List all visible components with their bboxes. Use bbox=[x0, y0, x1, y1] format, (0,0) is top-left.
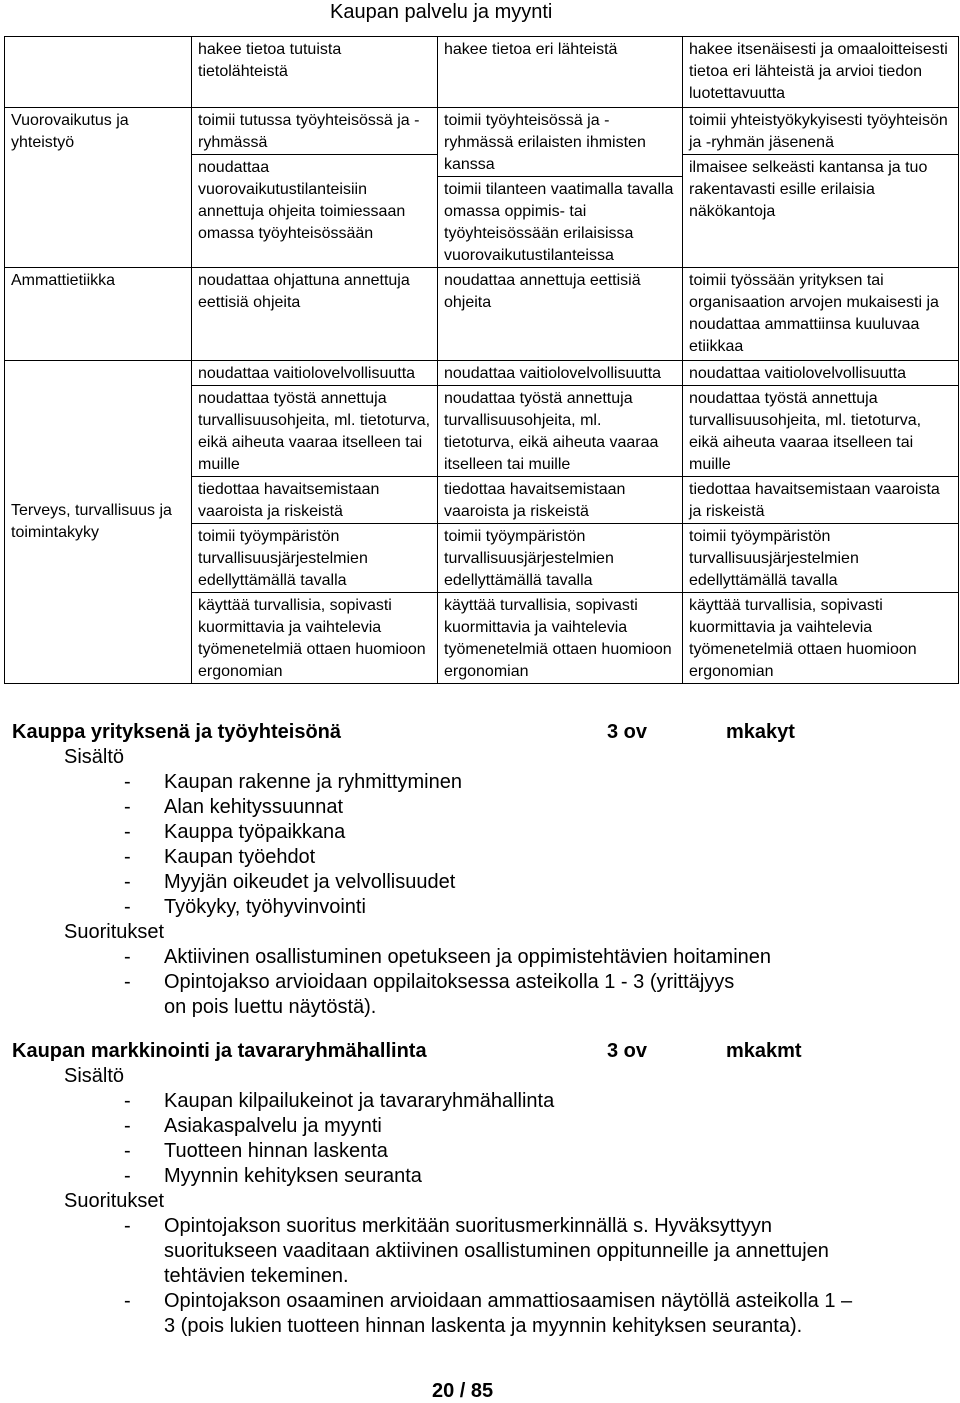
criteria-item: toimii työyhteisössä ja -ryhmässä erilaisten ihmisten kanssa bbox=[444, 112, 646, 173]
criteria-cell: hakee tietoa tutuista tietolähteistä bbox=[192, 37, 438, 108]
category-cell bbox=[5, 37, 192, 108]
list-item: - Opintojakson osaaminen arvioidaan ammattiosaamisen näytöllä asteikolla 1 – 3 (pois lukien tuotteen hinnan laskenta ja myynnin kehityksen seuranta). bbox=[124, 1289, 859, 1339]
criteria-item: toimii tilanteen vaatimalla tavalla omassa oppimis- tai työyhteisössään erilaisissa vuorovaikutustilanteissa bbox=[438, 176, 682, 267]
criteria-item: noudattaa työstä annettuja turvallisuusohjeita, ml. tietoturva, eikä aiheuta vaaraa itselleen tai muille bbox=[192, 385, 437, 476]
criteria-cell: toimii työssään yrityksen tai organisaation arvojen mukaisesti ja noudattaa ammattiinsa kuuluvaa etiikkaa bbox=[683, 268, 959, 361]
criteria-cell bbox=[192, 108, 438, 268]
criteria-cell: noudattaa annettuja eettisiä ohjeita bbox=[438, 268, 683, 361]
course-code: mkakyt bbox=[726, 721, 795, 743]
criteria-item: ilmaisee selkeästi kantansa ja tuo rakentavasti esille erilaisia näkökantoja bbox=[683, 154, 958, 223]
category-cell: Ammattietiikka bbox=[5, 268, 192, 361]
criteria-cell: hakee tietoa eri lähteistä bbox=[438, 37, 683, 108]
table-row bbox=[5, 268, 959, 361]
list-item: - Kaupan työehdot bbox=[124, 845, 912, 870]
course-section bbox=[12, 1039, 912, 1339]
criteria-item: käyttää turvallisia, sopivasti kuormittavia ja vaihtelevia työmenetelmiä ottaen huomioon ergonomian bbox=[192, 592, 437, 683]
content-label: Sisältö bbox=[64, 746, 125, 768]
list-item: - Kauppa työpaikkana bbox=[124, 820, 912, 845]
course-title-row bbox=[12, 1039, 912, 1064]
content-list bbox=[12, 770, 912, 920]
content-label: Sisältö bbox=[64, 1065, 125, 1087]
category-cell: Vuorovaikutus ja yhteistyö bbox=[5, 108, 192, 268]
criteria-item: toimii tutussa työyhteisössä ja -ryhmässä bbox=[198, 112, 420, 151]
list-item: - Tuotteen hinnan laskenta bbox=[124, 1139, 912, 1164]
list-item: - Opintojakso arvioidaan oppilaitoksessa asteikolla 1 - 3 (yrittäjyys on pois luettu näytöstä). bbox=[124, 970, 744, 1020]
completion-label: Suoritukset bbox=[64, 921, 165, 943]
criteria-cell bbox=[438, 361, 683, 684]
criteria-item: noudattaa vuorovaikutustilanteisiin annettuja ohjeita toimiessaan omassa työyhteisössään bbox=[192, 154, 437, 245]
page-header: Kaupan palvelu ja myynti bbox=[330, 1, 553, 23]
criteria-cell bbox=[683, 361, 959, 684]
page-number: 20 / 85 bbox=[432, 1380, 494, 1402]
list-item: - Asiakaspalvelu ja myynti bbox=[124, 1114, 912, 1139]
criteria-cell: hakee itsenäisesti ja omaaloitteisesti tietoa eri lähteistä ja arvioi tiedon luotettavuutta bbox=[683, 37, 959, 108]
course-credits: 3 ov bbox=[607, 721, 648, 743]
completion-label: Suoritukset bbox=[64, 1190, 165, 1212]
course-credits: 3 ov bbox=[607, 1040, 648, 1062]
course-section bbox=[12, 720, 912, 1020]
list-item: - Myynnin kehityksen seuranta bbox=[124, 1164, 912, 1189]
course-title: Kauppa yrityksenä ja työyhteisönä bbox=[12, 721, 342, 743]
course-title: Kaupan markkinointi ja tavararyhmähallinta bbox=[12, 1040, 427, 1062]
completion-list bbox=[12, 1214, 859, 1339]
content-list bbox=[12, 1089, 912, 1189]
criteria-cell bbox=[192, 361, 438, 684]
category-cell: Terveys, turvallisuus ja toimintakyky bbox=[5, 361, 192, 684]
assessment-table bbox=[4, 36, 959, 684]
completion-list bbox=[12, 945, 772, 1020]
list-item: - Aktiivinen osallistuminen opetukseen ja oppimistehtävien hoitaminen bbox=[124, 945, 884, 970]
criteria-item: noudattaa vaitiolovelvollisuutta bbox=[689, 365, 907, 382]
list-item: - Opintojakson suoritus merkitään suoritusmerkinnällä s. Hyväksyttyyn suoritukseen vaaditaan aktiivinen osallistuminen oppitunneille ja annettujen tehtävien tekeminen. bbox=[124, 1214, 859, 1289]
list-item: - Kaupan rakenne ja ryhmittyminen bbox=[124, 770, 912, 795]
criteria-item: käyttää turvallisia, sopivasti kuormittavia ja vaihtelevia työmenetelmiä ottaen huomioon ergonomian bbox=[438, 592, 682, 683]
criteria-item: noudattaa työstä annettuja turvallisuusohjeita, ml. tietoturva, eikä aiheuta vaaraa itselleen tai muille bbox=[438, 385, 682, 476]
criteria-item: noudattaa vaitiolovelvollisuutta bbox=[444, 365, 662, 382]
table-row bbox=[5, 37, 959, 108]
criteria-cell bbox=[683, 108, 959, 268]
criteria-item: tiedottaa havaitsemistaan vaaroista ja riskeistä bbox=[192, 476, 437, 523]
criteria-cell bbox=[438, 108, 683, 268]
criteria-item: tiedottaa havaitsemistaan vaaroista ja riskeistä bbox=[683, 476, 958, 523]
course-code: mkakmt bbox=[726, 1040, 802, 1062]
criteria-item: tiedottaa havaitsemistaan vaaroista ja riskeistä bbox=[438, 476, 682, 523]
criteria-item: noudattaa työstä annettuja turvallisuusohjeita, ml. tietoturva, eikä aiheuta vaaraa itselleen tai muille bbox=[683, 385, 958, 476]
list-item: - Myyjän oikeudet ja velvollisuudet bbox=[124, 870, 912, 895]
list-item: - Alan kehityssuunnat bbox=[124, 795, 912, 820]
list-item: - Työkyky, työhyvinvointi bbox=[124, 895, 912, 920]
criteria-item: toimii työympäristön turvallisuusjärjestelmien edellyttämällä tavalla bbox=[438, 523, 682, 592]
course-title-row bbox=[12, 720, 912, 745]
criteria-cell: noudattaa ohjattuna annettuja eettisiä ohjeita bbox=[192, 268, 438, 361]
criteria-item: käyttää turvallisia, sopivasti kuormittavia ja vaihtelevia työmenetelmiä ottaen huomioon ergonomian bbox=[683, 592, 958, 683]
list-item: - Kaupan kilpailukeinot ja tavararyhmähallinta bbox=[124, 1089, 912, 1114]
criteria-item: toimii yhteistyökykyisesti työyhteisön ja -ryhmän jäsenenä bbox=[689, 112, 948, 151]
table-row bbox=[5, 361, 959, 684]
criteria-item: toimii työympäristön turvallisuusjärjestelmien edellyttämällä tavalla bbox=[192, 523, 437, 592]
criteria-item: noudattaa vaitiolovelvollisuutta bbox=[198, 365, 416, 382]
table-row bbox=[5, 108, 959, 268]
criteria-item: toimii työympäristön turvallisuusjärjestelmien edellyttämällä tavalla bbox=[683, 523, 958, 592]
